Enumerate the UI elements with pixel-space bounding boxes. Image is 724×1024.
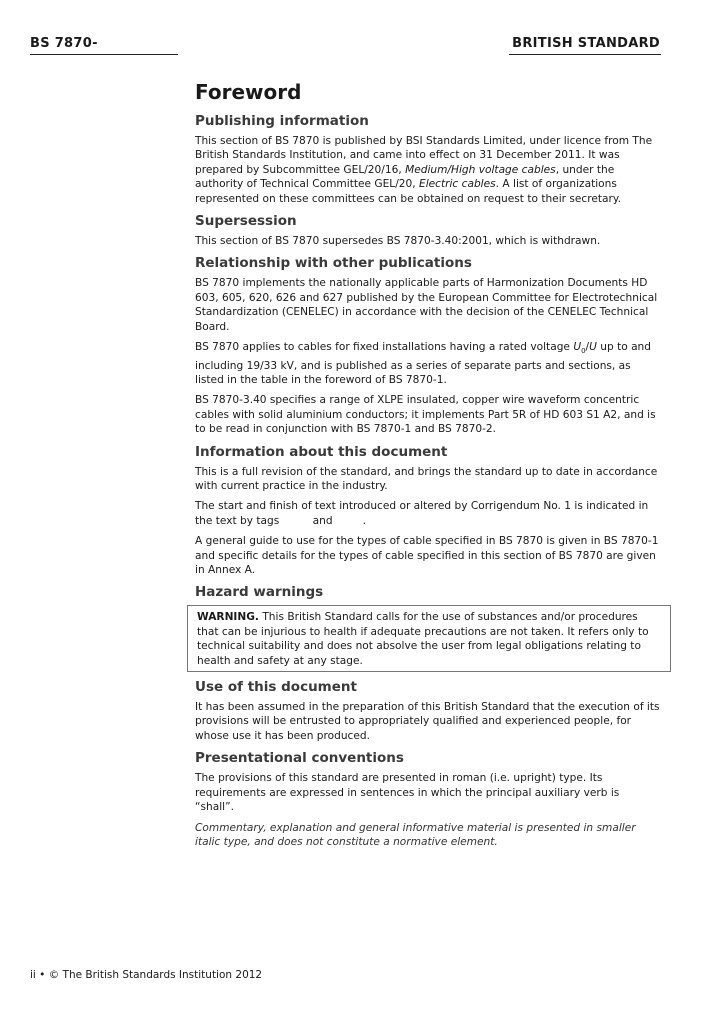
text-run: The start and finish of text introduced or altered by Corrigendum No. 1 is indicated in the text by tags xyxy=(195,500,649,527)
paragraph xyxy=(195,340,661,387)
warning-paragraph xyxy=(197,610,661,668)
subscript: 0 xyxy=(581,347,586,356)
text-run: BS 7870 applies to cables for fixed installations having a rated voltage xyxy=(195,341,574,354)
text-run: This section of BS 7870 is published by BSI Standards Limited, under licence from The British Standards Institution, and came into effect on 31 December 2011. It was prepared by Subcommittee GEL/20/16, xyxy=(195,135,653,176)
header-rule-right xyxy=(509,54,661,55)
section-heading: Hazard warnings xyxy=(195,584,324,601)
text-run: and xyxy=(312,514,333,527)
text-run: . xyxy=(362,514,366,527)
section-relationship xyxy=(195,255,661,436)
paragraph xyxy=(195,134,661,206)
section-presentational xyxy=(195,750,661,849)
main-content xyxy=(195,80,661,856)
symbol: U xyxy=(573,341,582,354)
paragraph: BS 7870-3.40 specifies a range of XLPE insulated, copper wire waveform concentric cables with solid aluminium conductors; it implements Part 5R of HD 603 S1 A2, and is to be read in conjunction with BS 7870-1 and BS 7870-2. xyxy=(195,394,656,436)
committee-title: Medium/High voltage cables xyxy=(405,163,556,176)
section-heading: Presentational conventions xyxy=(195,750,404,767)
paragraph: A general guide to use for the types of cable specified in BS 7870 is given in BS 7870-1 and specific details for the types of cable specified in this section of BS 7870 are given in Annex A. xyxy=(195,535,659,577)
section-heading: Use of this document xyxy=(195,679,357,696)
paragraph: BS 7870 implements the nationally applicable parts of Harmonization Documents HD 603, 605, 620, 626 and 627 published by the European Committee for Electrotechnical Standardization (CENELEC) in accordance with the decision of the CENELEC Technical Board. xyxy=(195,277,658,333)
text-run: , under the authority of Technical Committee GEL/20, xyxy=(195,163,615,191)
page-title: Foreword xyxy=(195,80,302,104)
section-supersession xyxy=(195,213,661,248)
header-rule-left xyxy=(30,54,178,55)
section-heading: Supersession xyxy=(195,213,297,230)
running-header-left: BS 7870- xyxy=(30,36,98,51)
symbol: / xyxy=(585,341,590,354)
warning-text: This British Standard calls for the use of substances and/or procedures that can be injurious to health if adequate precautions are not taken. It refers only to technical suitability and does not absolve the user from legal obligations relating to health and safety at any stage. xyxy=(197,611,649,667)
running-header-right: BRITISH STANDARD xyxy=(512,36,660,51)
warning-box xyxy=(187,605,671,672)
warning-label: WARNING. xyxy=(197,611,259,624)
section-heading: Publishing information xyxy=(195,113,369,129)
section-heading: Information about this document xyxy=(195,443,448,460)
paragraph: This section of BS 7870 supersedes BS 7870-3.40:2001, which is withdrawn. xyxy=(195,235,601,248)
paragraph xyxy=(195,499,661,528)
committee-title: Electric cables xyxy=(419,178,496,191)
page-footer: ii • © The British Standards Institution 2012 xyxy=(30,969,263,981)
symbol: U xyxy=(589,341,597,354)
section-heading: Relationship with other publications xyxy=(195,255,472,272)
section-use xyxy=(195,679,661,743)
paragraph: The provisions of this standard are presented in roman (i.e. upright) type. Its requirements are expressed in sentences in which the principal auxiliary verb is “shall”. xyxy=(195,772,620,814)
section-information xyxy=(195,444,661,578)
paragraph: It has been assumed in the preparation of this British Standard that the execution of its provisions will be entrusted to appropriately qualified and experienced people, for whose use it has been produced. xyxy=(195,701,660,742)
commentary-paragraph: Commentary, explanation and general informative material is presented in smaller italic type, and does not constitute a normative element. xyxy=(195,821,636,848)
text-run: up to and including 19/33 kV, and is published as a series of separate parts and sections, as listed in the table in the foreword of BS 7870-1. xyxy=(195,341,651,386)
text-run: . A list of organizations represented on these committees can be obtained on request to their secretary. xyxy=(195,178,621,205)
section-publishing-information xyxy=(195,113,661,206)
section-hazard xyxy=(195,584,661,672)
paragraph: This is a full revision of the standard, and brings the standard up to date in accordance with current practice in the industry. xyxy=(195,465,658,493)
